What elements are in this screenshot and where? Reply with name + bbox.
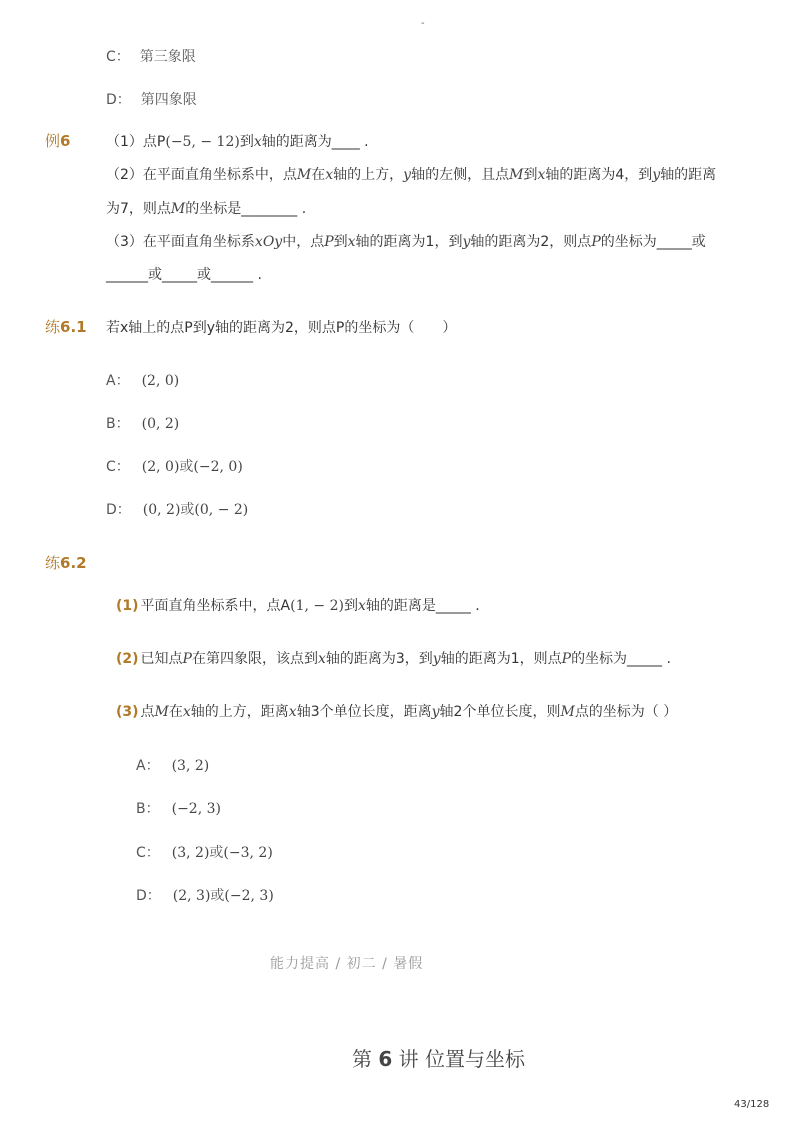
text-fragment: (2, 0): [141, 459, 180, 475]
text-fragment: (2, 0): [141, 373, 180, 389]
text-fragment: xOy: [254, 234, 283, 250]
text-fragment: P: [182, 651, 192, 667]
text-fragment: (2): [116, 651, 139, 667]
text-fragment: 平面直角坐标系中，点A: [140, 598, 291, 614]
text-fragment: x: [288, 704, 297, 720]
text-fragment: 为7，则点: [106, 201, 171, 217]
practice-6-1-question: 若x轴上的点P到y轴的距离为2，则点P的坐标为（ ）: [106, 320, 457, 336]
prev-option-d: [106, 89, 197, 109]
text-fragment: x: [537, 167, 546, 183]
text-fragment: x: [325, 167, 334, 183]
text-fragment: C：: [136, 845, 160, 861]
practice-6-1-option-b: [106, 413, 179, 433]
practice-6-2-q1: [116, 595, 480, 615]
text-fragment: 6.1: [60, 318, 87, 336]
text-fragment: 轴的上方，: [333, 167, 404, 183]
text-fragment: 轴2个单位长度，则: [439, 704, 561, 720]
example-6-part-1: [106, 131, 369, 151]
text-fragment: 轴的距离为____ .: [261, 134, 369, 150]
text-fragment: B：: [136, 801, 160, 817]
text-fragment: 或: [210, 888, 225, 904]
text-fragment: M: [509, 167, 524, 183]
text-fragment: x: [253, 134, 262, 150]
text-fragment: 到: [239, 134, 254, 150]
text-fragment: 到: [333, 234, 348, 250]
text-fragment: 点的坐标为（ ）: [574, 704, 678, 720]
text-fragment: 6: [60, 132, 71, 150]
text-fragment: M: [170, 201, 186, 217]
text-fragment: 或: [180, 502, 195, 518]
text-fragment: (−5, − 12): [165, 134, 240, 150]
practice-6-2-option-a: [136, 755, 209, 775]
text-fragment: 练: [45, 318, 61, 336]
text-fragment: (3, 2): [171, 758, 210, 774]
practice-6-2-option-b: [136, 798, 221, 818]
page-number: 43/128: [734, 1099, 770, 1110]
text-fragment: 轴的距离为4，到: [545, 167, 653, 183]
text-fragment: 轴的距离为3，到: [325, 651, 433, 667]
text-fragment: 轴的距离: [660, 167, 717, 183]
text-fragment: B：: [106, 416, 130, 432]
text-fragment: 6.2: [60, 554, 87, 572]
text-fragment: 已知点: [140, 651, 183, 667]
practice-6-2-q3: [116, 701, 677, 721]
text-fragment: P: [324, 234, 334, 250]
text-fragment: 到: [343, 598, 358, 614]
text-fragment: 到: [523, 167, 538, 183]
text-fragment: D：: [106, 502, 131, 518]
text-fragment: D：: [136, 888, 161, 904]
text-fragment: (2, 3): [172, 888, 211, 904]
text-fragment: 轴3个单位长度，距离: [296, 704, 432, 720]
option-text: 第四象限: [140, 92, 197, 108]
example-6-part-3-line-1: [106, 231, 706, 251]
text-fragment: 轴的距离为1，则点: [440, 651, 562, 667]
text-fragment: y: [462, 234, 471, 250]
text-fragment: (0, 2): [142, 502, 181, 518]
practice-6-2-q2: [116, 648, 671, 668]
text-fragment: M: [296, 167, 312, 183]
text-fragment: 第: [352, 1047, 372, 1071]
text-fragment: x: [357, 598, 366, 614]
practice-6-1-option-d: [106, 499, 248, 519]
text-fragment: (0, − 2): [194, 502, 249, 518]
text-fragment: 点: [140, 704, 155, 720]
text-fragment: A：: [106, 373, 130, 389]
text-fragment: 轴的上方，距离: [190, 704, 289, 720]
text-fragment: 在: [168, 704, 183, 720]
text-fragment: 的坐标为_____或: [600, 234, 706, 250]
text-fragment: (−2, 3): [224, 888, 274, 904]
text-fragment: C：: [106, 459, 130, 475]
example-6-part-3-line-2: ______或_____或______ .: [106, 267, 262, 283]
text-fragment: P: [591, 234, 601, 250]
text-fragment: 例: [45, 132, 61, 150]
text-fragment: y: [432, 651, 441, 667]
text-fragment: (0, 2): [141, 416, 180, 432]
text-fragment: x: [347, 234, 356, 250]
option-key: C：: [106, 49, 130, 65]
text-fragment: 练: [45, 554, 61, 572]
text-fragment: (1, − 2): [290, 598, 344, 614]
text-fragment: 在第四象限，该点到: [191, 651, 318, 667]
text-fragment: (3): [116, 704, 139, 720]
text-fragment: 轴的距离是_____ .: [365, 598, 480, 614]
text-fragment: 6: [378, 1047, 393, 1071]
practice-6-2-option-d: [136, 885, 274, 905]
text-fragment: (1): [116, 598, 139, 614]
prev-option-c: [106, 46, 196, 66]
text-fragment: 中，点: [282, 234, 325, 250]
text-fragment: x: [182, 704, 191, 720]
text-fragment: 轴的距离为1，到: [355, 234, 463, 250]
text-fragment: 或: [179, 459, 194, 475]
option-key: D：: [106, 92, 131, 108]
header-mark: -: [421, 18, 425, 29]
text-fragment: y: [403, 167, 412, 183]
practice-6-1-option-c: [106, 456, 243, 476]
text-fragment: y: [431, 704, 440, 720]
text-fragment: （3）在平面直角坐标系: [106, 234, 255, 250]
text-fragment: 轴的左侧，且点: [411, 167, 510, 183]
text-fragment: M: [560, 704, 575, 720]
footer-subtitle: 能力提高 / 初二 / 暑假: [270, 956, 424, 972]
text-fragment: 的坐标是________ .: [185, 201, 307, 217]
practice-6-2-label: [45, 552, 87, 573]
text-fragment: 轴的距离为2，则点: [470, 234, 592, 250]
example-6-label: [45, 130, 70, 151]
example-6-part-2-line-1: [106, 164, 716, 184]
text-fragment: 或: [209, 845, 224, 861]
text-fragment: 在: [311, 167, 326, 183]
option-text: 第三象限: [139, 49, 196, 65]
text-fragment: (3, 2): [171, 845, 210, 861]
practice-6-1-option-a: [106, 370, 179, 390]
text-fragment: (−2, 0): [193, 459, 243, 475]
text-fragment: 的坐标为_____ .: [571, 651, 671, 667]
text-fragment: P: [561, 651, 572, 667]
text-fragment: （1）点P: [106, 134, 166, 150]
example-6-part-2-line-2: [106, 198, 306, 218]
text-fragment: y: [652, 167, 661, 183]
text-fragment: 讲 位置与坐标: [398, 1047, 525, 1071]
text-fragment: A：: [136, 758, 160, 774]
practice-6-2-option-c: [136, 842, 273, 862]
practice-6-1-label: [45, 316, 87, 337]
text-fragment: (−3, 2): [223, 845, 273, 861]
text-fragment: x: [317, 651, 326, 667]
text-fragment: M: [154, 704, 169, 720]
chapter-title: [352, 1043, 525, 1072]
text-fragment: (−2, 3): [171, 801, 221, 817]
text-fragment: （2）在平面直角坐标系中，点: [106, 167, 297, 183]
